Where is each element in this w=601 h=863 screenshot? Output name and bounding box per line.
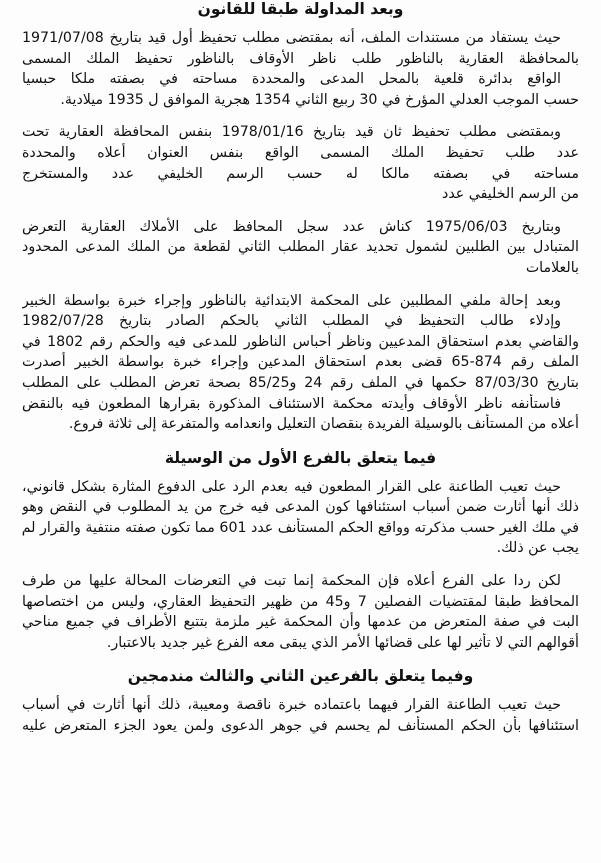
text-line: ذلك أنها أثارت ضمن أسباب استئنافها كون المدعى فيه خرج من يد المطلوب في النقض وهو [22, 499, 579, 516]
text-line: وبمقتضى مطلب تحفيظ ثان قيد بتاريخ 1978/01/16 بنفس المحافظة العقارية تحت [22, 124, 561, 141]
text-line: وإدلاء طالب التحفيظ في المطلب الثاني بالحكم الصادر بتاريخ 1982/07/28 [22, 313, 561, 330]
text-line: في ملك الغير حسب مذكرته وواقع الحكم المستأنف عدد 601 مما تكون صفته منتفية والقرار لم [22, 519, 579, 536]
text-line: لكن ردا على الفرع أعلاه فإن المحكمة إنما تبت في التعرضات المحالة عليها من طرف [22, 573, 561, 590]
text-line: أعلاه من المستأنف بالوسيلة الفريدة بنقصان التعليل وانعدامه والمتفرعة إلى ثلاثة فروع. [68, 416, 579, 433]
text-line: حيث تعيب الطاعنة القرار فيهما باعتماده خبرة ناقصة ومعيبة، ذلك أنها أثارت في أسباب [22, 697, 561, 714]
paragraph-7 [22, 695, 579, 736]
text-line: وبتاريخ 1975/06/03 كناش عدد سجل المحافظ على الأملاك العقارية التعرض [22, 218, 561, 235]
top-heading: وبعد المداولة طبقا للقانون [197, 0, 404, 18]
text-line: فاستأنفه ناظر الأوقاف وأيدته محكمة الاستئناف المذكورة بقرارها المطعون فيه بالنقض [22, 395, 561, 412]
text-line: استئنافها بأن الحكم المستأنف لم يحسم في جوهر الدعوى ولمن يعود الجزء المتعرض عليه [22, 718, 579, 735]
text-line: المحافظ طبقا لمقتضيات الفصلين 7 و45 من ظهير التحفيظ العقاري، وليس من اختصاصها [22, 593, 579, 610]
text-line: حيث تعيب الطاعنة على القرار المطعون فيه بعدم الرد على الدفوع المثارة بشكل قانوني، [22, 478, 561, 495]
text-line: وبعد إحالة ملفي المطلبين على المحكمة الابتدائية بالناظور وإجراء خبرة بواسطة الخبير [22, 292, 561, 309]
paragraph-5 [22, 477, 579, 559]
text-line: مساحته في بصفته مالكا له حسب الرسم الخليفي عدد والمستخرج [22, 165, 579, 182]
section-heading-1: فيما يتعلق بالفرع الأول من الوسيلة [164, 448, 437, 467]
text-line: بالعلامات [525, 259, 579, 276]
text-line: حيث يستفاد من مستندات الملف، أنه بمقتضى مطلب تحفيظ أول قيد بتاريخ 1971/07/08 [22, 30, 561, 46]
text-line: حسب الموجب العدلي المؤرخ في 30 ربيع الثاني 1354 هجرية الموافق ل 1935 ميلادية. [60, 91, 579, 108]
text-line: والقاضي بعدم استحقاق المدعيين وناظر أحباس الناظور للمدعى فيه والحكم رقم 1802 في [22, 333, 579, 350]
text-line: المتبادل بين الطلبين لشمول تحديد عقار المطلب الثاني لقطعة من الملك المدعى المحدود [22, 239, 579, 256]
paragraph-4 [22, 291, 579, 435]
text-line: عدد طلب تحفيظ الملك المسمى الواقع بنفس العنوان أعلاه والمحددة [22, 144, 579, 161]
paragraph-3 [22, 217, 579, 279]
text-line: الملف رقم 874-65 قضى بعدم استحقاق المدعين وإجراء خبرة بواسطة الخبير أصدرت [22, 354, 579, 371]
paragraph-6 [22, 571, 579, 653]
text-line: من الرسم الخليفي عدد [442, 186, 579, 203]
paragraph-1 [22, 28, 579, 110]
text-line: أقوالهم التي لا تأثير لها على قضائها الأمر الذي يبقى معه الفرع غير جديد بالاعتبار. [106, 634, 579, 651]
section-heading-2: وفيما يتعلق بالفرعين الثاني والثالث مندمجين [127, 667, 474, 686]
paragraph-2 [22, 122, 579, 204]
text-line: بتاريخ 87/03/30 حكمها في الملف رقم 24 و85/25 بصحة تعرض المطلب على المطلب [22, 374, 579, 391]
text-line: البت في صفة المتعرض من عدمها وأن المحكمة غير ملزمة بتتبع الأطراف في جميع مناحي [22, 614, 579, 631]
text-line: يجب عن ذلك. [496, 540, 579, 557]
text-line: بالمحافظة العقارية بالناظور طلب ناظر الأوقاف بالناظور تحفيظ الملك المسمى [22, 50, 579, 67]
text-line: الواقع بدائرة قلعية بالمحل المدعى والمحددة مساحته في بصفته ملكا حبسيا [22, 71, 561, 88]
